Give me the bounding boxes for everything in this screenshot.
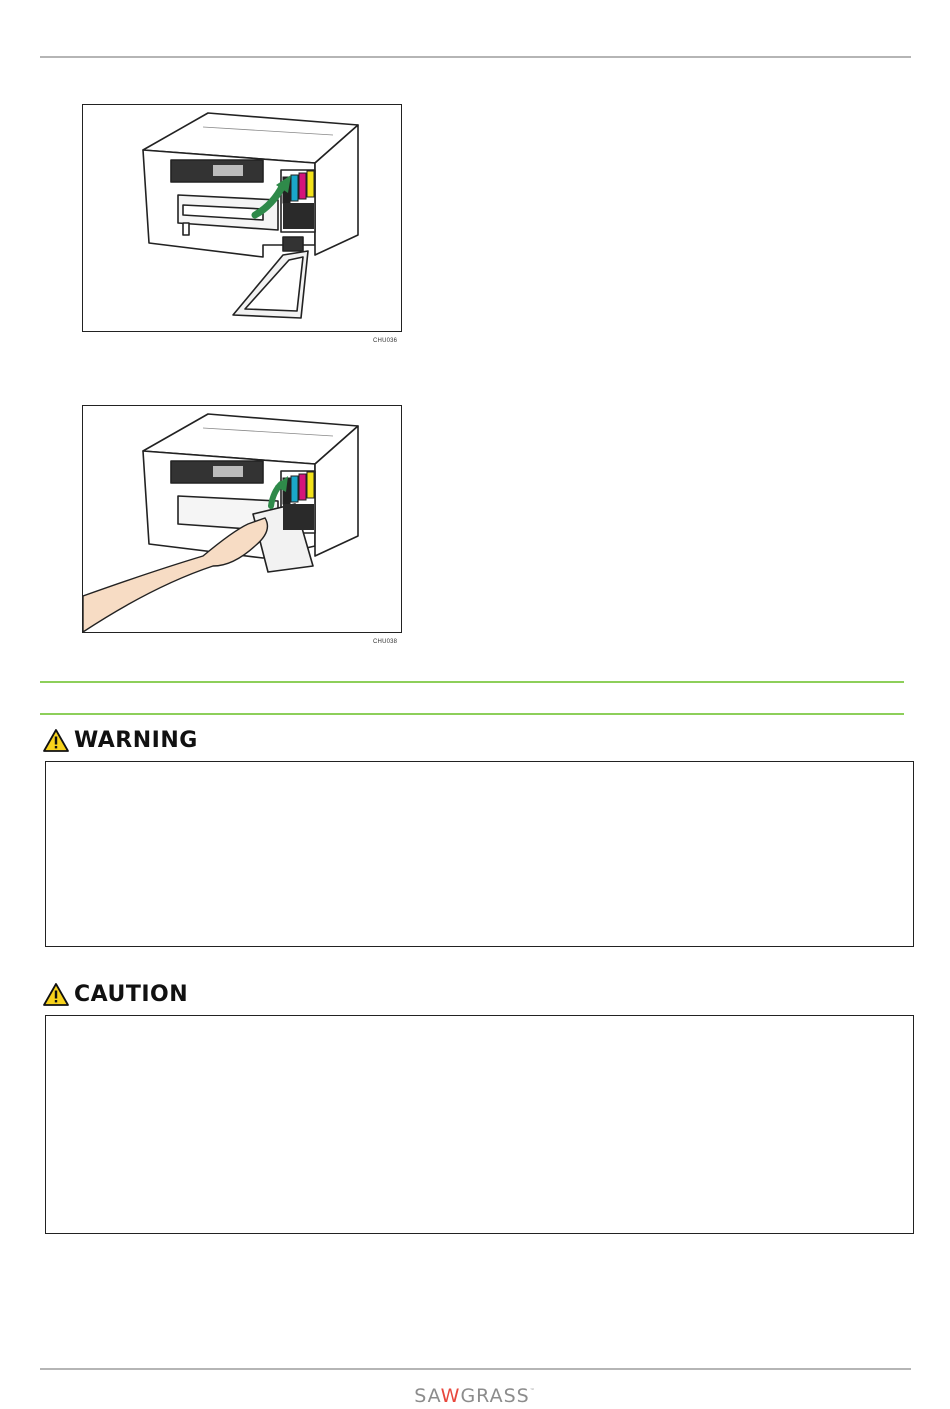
warning-box bbox=[45, 761, 914, 947]
logo-text-part1: SA bbox=[414, 1385, 441, 1407]
section-rule-bottom bbox=[40, 713, 904, 715]
printer-illustration-open-cover bbox=[82, 104, 402, 332]
caution-label: CAUTION bbox=[74, 982, 189, 1007]
section-rule-top bbox=[40, 681, 904, 683]
warning-heading bbox=[42, 728, 198, 753]
warning-label: WARNING bbox=[74, 728, 198, 753]
figure-code: CHU036 bbox=[373, 338, 398, 344]
caution-box bbox=[45, 1015, 914, 1234]
figure-code: CHU038 bbox=[373, 639, 398, 645]
caution-heading bbox=[42, 982, 188, 1007]
footer-rule bbox=[40, 1368, 911, 1370]
header-rule bbox=[40, 56, 911, 58]
logo-text-w: W bbox=[440, 1385, 461, 1407]
printer-illustration-close-cover bbox=[82, 405, 402, 633]
warning-triangle-icon bbox=[42, 728, 70, 753]
warning-triangle-icon bbox=[42, 982, 70, 1007]
sawgrass-logo bbox=[0, 1385, 950, 1407]
logo-trademark: ™ bbox=[529, 1388, 536, 1394]
logo-text-part2: GRASS bbox=[460, 1385, 530, 1407]
